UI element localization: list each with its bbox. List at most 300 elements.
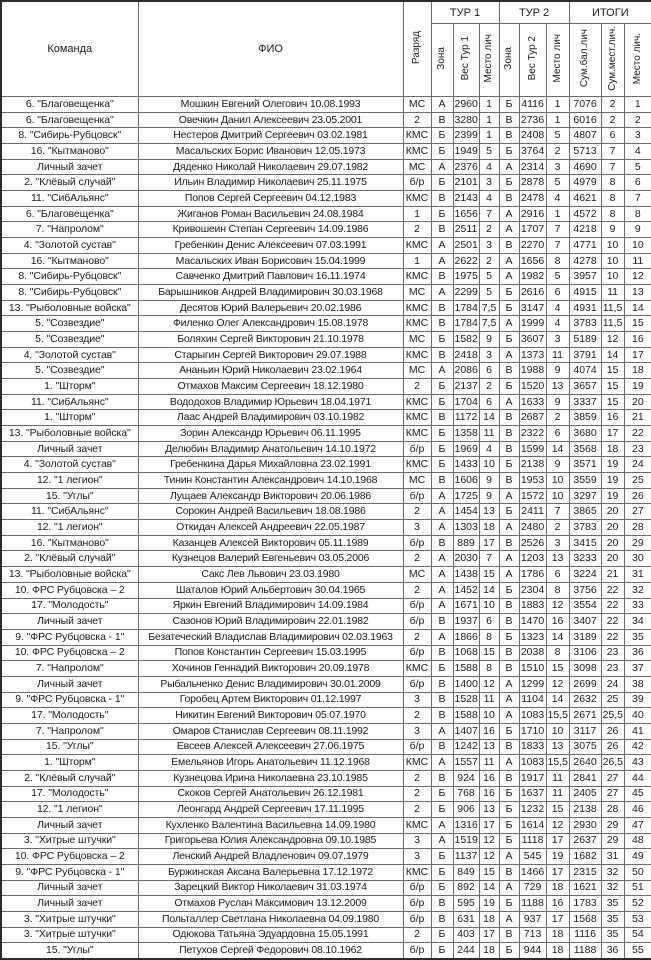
table-row: [1, 896, 651, 912]
cell-weight2: 1520: [519, 379, 546, 395]
cell-rank: б/р: [403, 880, 431, 896]
cell-sum_places: 2: [601, 112, 624, 128]
cell-place2: 19: [546, 849, 569, 865]
cell-place2: 3: [546, 332, 569, 348]
cell-sum_score: 5189: [569, 332, 601, 348]
cell-zone1: Б: [431, 379, 453, 395]
cell-sum_score: 3407: [569, 614, 601, 630]
cell-zone1: В: [431, 614, 453, 630]
cell-zone2: А: [499, 520, 519, 536]
cell-team: 8. "Сибирь-Рубцовск": [1, 128, 138, 144]
cell-sum_places: 20: [601, 504, 624, 520]
cell-zone2: В: [499, 473, 519, 489]
cell-zone2: А: [499, 849, 519, 865]
table-row: [1, 488, 651, 504]
cell-name: Горобец Артем Викторович 01.12.1997: [138, 692, 403, 708]
cell-sum_places: 10: [601, 269, 624, 285]
cell-weight1: 244: [453, 943, 479, 959]
table-row: [1, 300, 651, 316]
cell-place2: 18: [546, 880, 569, 896]
cell-place2: 4: [546, 191, 569, 207]
cell-weight1: 1519: [453, 833, 479, 849]
table-row: [1, 112, 651, 128]
cell-place2: 18: [546, 927, 569, 943]
cell-rank: б/р: [403, 911, 431, 927]
cell-rank: 3: [403, 520, 431, 536]
cell-team: Личный зачет: [1, 817, 138, 833]
cell-place1: 16: [479, 786, 499, 802]
cell-sum_places: 25: [601, 692, 624, 708]
cell-rank: КМС: [403, 191, 431, 207]
cell-team: 12. "1 легион": [1, 802, 138, 818]
cell-sum_score: 3098: [569, 661, 601, 677]
cell-zone1: Б: [431, 864, 453, 880]
cell-sum_places: 35: [601, 911, 624, 927]
cell-rank: 3: [403, 833, 431, 849]
cell-weight2: 2480: [519, 520, 546, 536]
cell-name: Одюкова Татьяна Эдуардовна 15.05.1991: [138, 927, 403, 943]
cell-team: 13. "Рыболовные войска": [1, 300, 138, 316]
cell-name: Ананьин Юрий Николаевич 23.02.1964: [138, 363, 403, 379]
cell-weight2: 1656: [519, 253, 546, 269]
cell-zone2: Б: [499, 144, 519, 160]
cell-rank: 1: [403, 253, 431, 269]
cell-weight1: 1725: [453, 488, 479, 504]
cell-weight2: 3147: [519, 300, 546, 316]
cell-zone2: Б: [499, 504, 519, 520]
cell-sum_score: 4074: [569, 363, 601, 379]
cell-place: 45: [624, 786, 651, 802]
table-row: [1, 473, 651, 489]
cell-zone1: Б: [431, 426, 453, 442]
cell-weight1: 1407: [453, 723, 479, 739]
cell-place1: 15: [479, 645, 499, 661]
cell-place: 17: [624, 347, 651, 363]
cell-place: 28: [624, 520, 651, 536]
cell-rank: б/р: [403, 535, 431, 551]
cell-team: 16. "Кытманово": [1, 535, 138, 551]
cell-weight2: 1633: [519, 394, 546, 410]
cell-name: Буржинская Аксана Валерьевна 17.12.1972: [138, 864, 403, 880]
cell-place2: 14: [546, 629, 569, 645]
cell-weight2: 1614: [519, 817, 546, 833]
cell-sum_score: 2699: [569, 676, 601, 692]
cell-place1: 12: [479, 676, 499, 692]
cell-place: 6: [624, 175, 651, 191]
cell-rank: МС: [403, 473, 431, 489]
cell-place1: 14: [479, 582, 499, 598]
cell-place1: 7: [479, 551, 499, 567]
cell-sum_places: 20: [601, 520, 624, 536]
cell-place1: 8: [479, 629, 499, 645]
cell-weight2: 2526: [519, 535, 546, 551]
cell-weight2: 1118: [519, 833, 546, 849]
cell-sum_places: 26: [601, 723, 624, 739]
cell-weight1: 906: [453, 802, 479, 818]
cell-weight1: 3280: [453, 112, 479, 128]
cell-sum_places: 11: [601, 285, 624, 301]
cell-place2: 10: [546, 488, 569, 504]
cell-place1: 17: [479, 535, 499, 551]
cell-zone2: А: [499, 253, 519, 269]
cell-place2: 15,5: [546, 708, 569, 724]
cell-sum_score: 3075: [569, 739, 601, 755]
cell-weight1: 1068: [453, 645, 479, 661]
table-row: [1, 504, 651, 520]
cell-place: 54: [624, 927, 651, 943]
cell-team: 10. ФРС Рубцовска – 2: [1, 645, 138, 661]
cell-sum_score: 3559: [569, 473, 601, 489]
cell-weight1: 924: [453, 770, 479, 786]
cell-rank: 2: [403, 786, 431, 802]
table-row: [1, 457, 651, 473]
cell-rank: КМС: [403, 300, 431, 316]
cell-place: 26: [624, 488, 651, 504]
cell-team: 16. "Кытманово": [1, 253, 138, 269]
cell-zone2: Б: [499, 332, 519, 348]
cell-team: 3. "Хитрые штучки": [1, 927, 138, 943]
cell-sum_score: 4218: [569, 222, 601, 238]
cell-name: Овечкин Данил Алексеевич 23.05.2001: [138, 112, 403, 128]
cell-sum_score: 1568: [569, 911, 601, 927]
cell-rank: КМС: [403, 661, 431, 677]
cell-sum_places: 15: [601, 379, 624, 395]
cell-place: 12: [624, 269, 651, 285]
cell-zone2: Б: [499, 817, 519, 833]
cell-place2: 4: [546, 316, 569, 332]
cell-sum_score: 3415: [569, 535, 601, 551]
cell-name: Жиганов Роман Васильевич 24.08.1984: [138, 206, 403, 222]
cell-zone2: Б: [499, 97, 519, 113]
cell-sum_places: 20: [601, 535, 624, 551]
cell-place2: 15: [546, 661, 569, 677]
cell-weight2: 2878: [519, 175, 546, 191]
cell-name: Масальских Иван Борисович 15.04.1999: [138, 253, 403, 269]
cell-sum_places: 29: [601, 833, 624, 849]
cell-rank: 2: [403, 582, 431, 598]
cell-place: 46: [624, 802, 651, 818]
cell-place2: 11: [546, 347, 569, 363]
cell-place2: 18: [546, 943, 569, 959]
cell-name: Попов Сергей Сергеевич 04.12.1983: [138, 191, 403, 207]
cell-weight2: 2916: [519, 206, 546, 222]
header-zone-tour1: Зона: [431, 24, 453, 97]
cell-sum_places: 7: [601, 159, 624, 175]
cell-rank: КМС: [403, 269, 431, 285]
cell-place2: 3: [546, 535, 569, 551]
cell-weight2: 729: [519, 880, 546, 896]
cell-place: 34: [624, 614, 651, 630]
cell-place: 13: [624, 285, 651, 301]
cell-sum_places: 26: [601, 739, 624, 755]
cell-name: Лущаев Александр Викторович 20.06.1986: [138, 488, 403, 504]
cell-place2: 13: [546, 551, 569, 567]
cell-rank: 3: [403, 692, 431, 708]
cell-name: Филенко Олег Александрович 15.08.1978: [138, 316, 403, 332]
header-group-row: [1, 1, 651, 24]
cell-name: Петухов Сергей Федорович 08.10.1962: [138, 943, 403, 959]
cell-zone2: Б: [499, 723, 519, 739]
table-row: [1, 645, 651, 661]
cell-team: 4. "Золотой сустав": [1, 347, 138, 363]
cell-rank: 2: [403, 379, 431, 395]
cell-weight1: 1303: [453, 520, 479, 536]
cell-place1: 1: [479, 128, 499, 144]
table-row: [1, 347, 651, 363]
cell-place: 32: [624, 582, 651, 598]
cell-zone2: Б: [499, 582, 519, 598]
cell-zone1: Б: [431, 332, 453, 348]
cell-zone2: Б: [499, 786, 519, 802]
cell-rank: КМС: [403, 864, 431, 880]
cell-rank: КМС: [403, 144, 431, 160]
cell-zone2: А: [499, 206, 519, 222]
cell-place: 30: [624, 551, 651, 567]
cell-name: Делюбин Владимир Анатольевич 14.10.1972: [138, 441, 403, 457]
cell-place: 11: [624, 253, 651, 269]
cell-weight1: 2143: [453, 191, 479, 207]
cell-sum_places: 16: [601, 410, 624, 426]
table-header: [1, 1, 651, 97]
cell-sum_places: 27: [601, 770, 624, 786]
table-row: [1, 927, 651, 943]
cell-team: 13. "Рыболовные войска": [1, 567, 138, 583]
cell-sum_score: 3859: [569, 410, 601, 426]
cell-weight2: 4116: [519, 97, 546, 113]
cell-sum_places: 24: [601, 676, 624, 692]
cell-place1: 4: [479, 441, 499, 457]
cell-sum_places: 14: [601, 347, 624, 363]
cell-weight1: 1784: [453, 316, 479, 332]
header-weight-tour1: Вес Тур 1: [453, 24, 479, 97]
cell-zone2: В: [499, 363, 519, 379]
cell-sum_score: 2632: [569, 692, 601, 708]
cell-place2: 5: [546, 128, 569, 144]
cell-zone2: А: [499, 755, 519, 771]
cell-place: 18: [624, 363, 651, 379]
cell-sum_score: 3657: [569, 379, 601, 395]
cell-zone1: В: [431, 347, 453, 363]
cell-weight1: 2418: [453, 347, 479, 363]
cell-rank: 2: [403, 770, 431, 786]
cell-place2: 14: [546, 441, 569, 457]
cell-zone2: Б: [499, 175, 519, 191]
table-row: [1, 316, 651, 332]
cell-place2: 2: [546, 144, 569, 160]
cell-name: Казанцев Алексей Викторович 05.11.1989: [138, 535, 403, 551]
cell-place1: 4: [479, 159, 499, 175]
cell-sum_score: 1621: [569, 880, 601, 896]
cell-name: Кухленко Валентина Васильевна 14.09.1980: [138, 817, 403, 833]
cell-zone1: Б: [431, 128, 453, 144]
cell-place2: 13: [546, 739, 569, 755]
cell-sum_places: 23: [601, 661, 624, 677]
cell-rank: б/р: [403, 488, 431, 504]
cell-place2: 11: [546, 770, 569, 786]
cell-place2: 11: [546, 786, 569, 802]
table-row: [1, 739, 651, 755]
results-table-body: [1, 97, 651, 960]
cell-rank: КМС: [403, 316, 431, 332]
table-row: [1, 410, 651, 426]
cell-place: 25: [624, 473, 651, 489]
cell-weight2: 1083: [519, 755, 546, 771]
cell-place1: 10: [479, 457, 499, 473]
cell-zone1: В: [431, 676, 453, 692]
cell-sum_score: 1188: [569, 943, 601, 959]
cell-weight2: 1232: [519, 802, 546, 818]
cell-rank: 2: [403, 504, 431, 520]
header-place-tour1: Место лич: [479, 24, 499, 97]
cell-zone1: А: [431, 97, 453, 113]
cell-zone2: В: [499, 535, 519, 551]
table-row: [1, 191, 651, 207]
table-row: [1, 441, 651, 457]
table-row: [1, 97, 651, 113]
cell-sum_places: 9: [601, 222, 624, 238]
table-row: [1, 943, 651, 959]
cell-zone1: А: [431, 551, 453, 567]
cell-zone2: Б: [499, 457, 519, 473]
cell-zone1: А: [431, 504, 453, 520]
cell-name: Откидач Алексей Андреевич 22.05.1987: [138, 520, 403, 536]
cell-zone1: А: [431, 253, 453, 269]
cell-team: 15. "Углы": [1, 943, 138, 959]
cell-sum_places: 21: [601, 567, 624, 583]
cell-name: Нестеров Дмитрий Сергеевич 03.02.1981: [138, 128, 403, 144]
cell-weight2: 2736: [519, 112, 546, 128]
cell-zone1: Б: [431, 175, 453, 191]
cell-name: Лаас Андрей Владимирович 03.10.1982: [138, 410, 403, 426]
cell-rank: КМС: [403, 238, 431, 254]
header-final-place: Место лич.: [624, 24, 651, 97]
cell-weight1: 892: [453, 880, 479, 896]
cell-name: Рыбальченко Денис Владимирович 30.01.2009: [138, 676, 403, 692]
header-weight-tour2: Вес Тур 2: [519, 24, 546, 97]
cell-team: 9. "ФРС Рубцовска - 1": [1, 692, 138, 708]
cell-zone2: Б: [499, 943, 519, 959]
cell-sum_places: 31: [601, 849, 624, 865]
cell-team: Личный зачет: [1, 614, 138, 630]
cell-zone1: Б: [431, 144, 453, 160]
cell-zone1: А: [431, 723, 453, 739]
cell-team: 6. "Благовещенка": [1, 206, 138, 222]
cell-rank: МС: [403, 332, 431, 348]
cell-weight1: 403: [453, 927, 479, 943]
cell-weight2: 2687: [519, 410, 546, 426]
cell-zone1: Б: [431, 849, 453, 865]
cell-sum_score: 3224: [569, 567, 601, 583]
cell-sum_score: 3189: [569, 629, 601, 645]
cell-sum_score: 5713: [569, 144, 601, 160]
cell-sum_places: 22: [601, 614, 624, 630]
cell-zone2: А: [499, 676, 519, 692]
cell-rank: КМС: [403, 457, 431, 473]
cell-weight2: 2478: [519, 191, 546, 207]
cell-sum_places: 32: [601, 880, 624, 896]
cell-place: 47: [624, 817, 651, 833]
cell-weight2: 1104: [519, 692, 546, 708]
cell-zone1: А: [431, 582, 453, 598]
cell-zone2: В: [499, 645, 519, 661]
cell-sum_places: 22: [601, 582, 624, 598]
cell-place: 50: [624, 864, 651, 880]
cell-weight1: 2622: [453, 253, 479, 269]
cell-rank: МС: [403, 159, 431, 175]
cell-team: 17. "Молодость": [1, 786, 138, 802]
header-team: Команда: [1, 1, 138, 97]
cell-rank: 2: [403, 222, 431, 238]
cell-zone1: В: [431, 692, 453, 708]
cell-place1: 7,5: [479, 316, 499, 332]
cell-rank: 2: [403, 927, 431, 943]
cell-zone1: А: [431, 159, 453, 175]
cell-weight2: 2616: [519, 285, 546, 301]
cell-sum_score: 3865: [569, 504, 601, 520]
table-row: [1, 253, 651, 269]
cell-rank: б/р: [403, 175, 431, 191]
table-row: [1, 692, 651, 708]
cell-place: 36: [624, 645, 651, 661]
cell-rank: КМС: [403, 347, 431, 363]
cell-place1: 14: [479, 410, 499, 426]
cell-weight1: 1400: [453, 676, 479, 692]
cell-place1: 4: [479, 191, 499, 207]
table-row: [1, 802, 651, 818]
cell-place: 14: [624, 300, 651, 316]
cell-place: 43: [624, 755, 651, 771]
cell-place1: 10: [479, 708, 499, 724]
cell-weight1: 1137: [453, 849, 479, 865]
cell-rank: КМС: [403, 410, 431, 426]
cell-sum_score: 4690: [569, 159, 601, 175]
cell-weight2: 1982: [519, 269, 546, 285]
cell-place: 31: [624, 567, 651, 583]
cell-place: 42: [624, 739, 651, 755]
cell-place2: 13: [546, 379, 569, 395]
cell-zone2: В: [499, 864, 519, 880]
cell-sum_score: 3783: [569, 520, 601, 536]
cell-place1: 17: [479, 927, 499, 943]
cell-weight2: 1599: [519, 441, 546, 457]
table-row: [1, 676, 651, 692]
cell-place: 53: [624, 911, 651, 927]
cell-weight2: 2038: [519, 645, 546, 661]
cell-rank: КМС: [403, 128, 431, 144]
cell-place2: 2: [546, 410, 569, 426]
cell-rank: 2: [403, 551, 431, 567]
cell-weight2: 2304: [519, 582, 546, 598]
cell-weight2: 1083: [519, 708, 546, 724]
cell-weight1: 1528: [453, 692, 479, 708]
cell-name: Отмахов Руслан Максимович 13.12.2009: [138, 896, 403, 912]
cell-zone1: А: [431, 520, 453, 536]
cell-team: 1. "Шторм": [1, 755, 138, 771]
cell-sum_places: 10: [601, 238, 624, 254]
cell-zone2: А: [499, 567, 519, 583]
cell-team: Личный зачет: [1, 880, 138, 896]
table-row: [1, 520, 651, 536]
cell-rank: МС: [403, 567, 431, 583]
table-row: [1, 661, 651, 677]
cell-team: 2. "Клёвый случай": [1, 770, 138, 786]
cell-sum_score: 4572: [569, 206, 601, 222]
header-zone-tour2: Зона: [499, 24, 519, 97]
cell-team: 11. "СибАльянс": [1, 191, 138, 207]
cell-place: 48: [624, 833, 651, 849]
cell-place: 41: [624, 723, 651, 739]
cell-weight2: 1323: [519, 629, 546, 645]
